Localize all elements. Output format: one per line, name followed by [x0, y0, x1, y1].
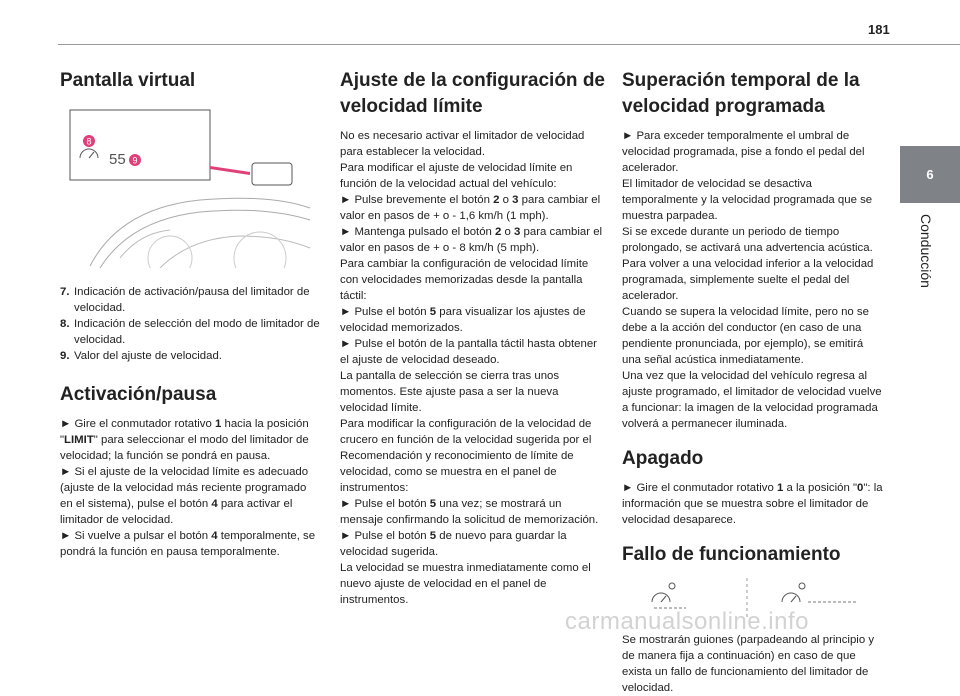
paragraph: La pantalla de selección se cierra tras unos momentos. Este ajuste pasa a ser la nueva velocidad límite. — [340, 370, 560, 414]
speedometer-icon — [80, 149, 98, 158]
list-item: 8. Indicación de selección del modo de limitador de velocidad. — [60, 318, 320, 346]
section-heading-off: Apagado — [622, 448, 704, 469]
paragraph: Se mostrarán guiones (parpadeando al principio y de manera fija a continuación) en caso de que exista un fallo de funcionamiento del limitador de velocidad. — [622, 634, 875, 694]
paragraph: ► Mantenga pulsado el botón 2 o 3 para cambiar el valor en pasos de + o - 8 km/h (5 mph). — [340, 226, 603, 254]
section-heading-speed-setting: Ajuste de la configuración de velocidad límite — [340, 70, 605, 117]
section-heading-temporary-override: Superación temporal de la velocidad programada — [622, 70, 860, 117]
paragraph: ► Si vuelve a pulsar el botón 4 temporalmente, se pondrá la función en pausa temporalmente. — [60, 530, 316, 558]
chapter-label: Conducción — [918, 214, 934, 288]
paragraph: ► Gire el conmutador rotativo 1 a la posición "0": la información que se muestra sobre el limitador de velocidad desaparece. — [622, 482, 883, 526]
virtual-display-illustration — [60, 108, 320, 268]
speed-limiter-fault-dashes-icon — [782, 583, 858, 602]
header-rule — [58, 44, 960, 45]
badge-9-number: 9 — [132, 155, 138, 166]
paragraph: ► Pulse el botón de la pantalla táctil hasta obtener el ajuste de velocidad deseado. — [340, 338, 597, 366]
paragraph: Una vez que la velocidad del vehículo regresa al ajuste programado, el limitador de velocidad vuelve a funcionar: la imagen de la velocidad programada volverá a permanecer iluminada. — [622, 370, 882, 430]
paragraph: Para modificar la configuración de la velocidad de crucero en función de la velocidad sugerida por el Recomendación y reconocimiento de límite de velocidad, como se muestra en el panel de instrumentos: — [340, 418, 592, 494]
paragraph: No es necesario activar el limitador de velocidad para establecer la velocidad. — [340, 130, 585, 158]
list-item: 7. Indicación de activación/pausa del limitador de velocidad. — [60, 286, 310, 314]
speed-value: 55 — [109, 151, 126, 168]
projection-beam — [210, 166, 250, 175]
badge-8-number: 8 — [86, 136, 92, 147]
paragraph: Cuando se supera la velocidad límite, pero no se debe a la acción del conductor (en caso de una pendiente pronunciada, por ejemplo), se emitirá una señal acústica inmediatamente. — [622, 306, 869, 366]
paragraph: Si se excede durante un periodo de tiempo prolongado, se activará una advertencia acústica. — [622, 226, 873, 254]
paragraph: Para volver a una velocidad inferior a la velocidad programada, simplemente suelte el pedal del acelerador. — [622, 258, 874, 302]
paragraph: ► Para exceder temporalmente el umbral de velocidad programada, pise a fondo el pedal del acelerador. — [622, 130, 865, 174]
section-heading-malfunction: Fallo de funcionamiento — [622, 544, 841, 565]
column-3 — [622, 68, 884, 696]
watermark: carmanualsonline.info — [565, 608, 809, 635]
paragraph: ► Pulse el botón 5 de nuevo para guardar la velocidad sugerida. — [340, 530, 567, 558]
paragraph: El limitador de velocidad se desactiva temporalmente y la velocidad programada que se muestra parpadea. — [622, 178, 873, 222]
paragraph: ► Pulse brevemente el botón 2 o 3 para cambiar el valor en pasos de + o - 1,6 km/h (1 mph). — [340, 194, 601, 222]
column-2 — [340, 68, 606, 608]
chapter-tab[interactable]: 6 — [900, 146, 960, 203]
paragraph: ► Pulse el botón 5 una vez; se mostrará un mensaje confirmando la solicitud de memorización. — [340, 498, 599, 526]
combiner-screen — [252, 163, 292, 185]
column-1 — [60, 68, 322, 560]
paragraph: ► Si el ajuste de la velocidad límite es adecuado (ajuste de la velocidad más reciente programado en el sistema), pulse el botón 4 para activar el limitador de velocidad. — [60, 466, 309, 526]
paragraph: ► Gire el conmutador rotativo 1 hacia la posición "LIMIT" para seleccionar el modo del limitador de velocidad; la función se pondrá en pausa. — [60, 418, 309, 462]
speed-limiter-fault-icon — [652, 583, 686, 608]
paragraph: La velocidad se muestra inmediatamente como el nuevo ajuste de velocidad en el panel de instrumentos. — [340, 562, 591, 606]
page-number: 181 — [868, 22, 890, 37]
paragraph: Para cambiar la configuración de velocidad límite con velocidades memorizadas desde la pantalla táctil: — [340, 258, 589, 302]
paragraph: ► Pulse el botón 5 para visualizar los ajustes de velocidad memorizados. — [340, 306, 586, 334]
section-heading-activation: Activación/pausa — [60, 384, 217, 405]
list-item: 9. Valor del ajuste de velocidad. — [60, 350, 222, 362]
paragraph: Para modificar el ajuste de velocidad límite en función de la velocidad actual del vehículo: — [340, 162, 573, 190]
section-heading-virtual-display: Pantalla virtual — [60, 70, 196, 91]
